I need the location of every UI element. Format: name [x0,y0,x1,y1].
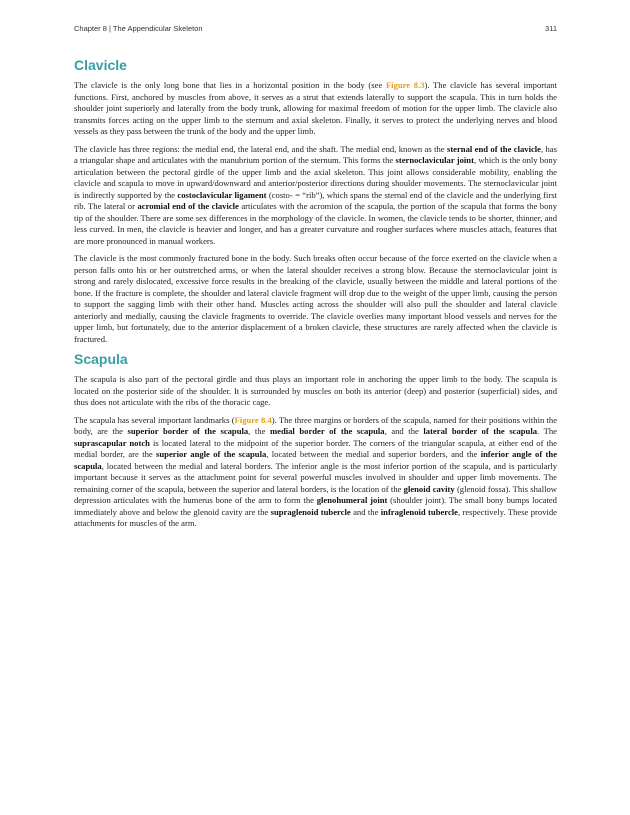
key-term: suprascapular notch [74,437,150,448]
text-run: articulates with the acromion of the scapula, the portion of the scapula that forms the bony tip of the shoulder. There are some sex differences in the morphology of the clavicle. In women, the clavicle tends to be shorter, thinner, and less curved. In men, the clavicle is heavier and longer, and has a greater curvature and rougher surfaces where muscles attach, features that are more pronounced in manual workers. [74,201,557,246]
paragraph [74,374,557,409]
text-run: ). The three margins or borders of the scapula, named for their positions within the body, are the [74,414,558,436]
key-term: glenoid cavity [403,483,455,494]
text-run: ). The clavicle has several important functions. First, anchored by muscles from above, it serves as a strut that extends laterally to support the scapula. This in turn holds the shoulder joint superiorly and laterally from the body trunk, allowing for maximal freedom of motion for the upper limb. The clavicle also transmits forces acting on the upper limb to the sternum and axial skeleton. Finally, it serves to protect the underlying nerves and blood vessels as they pass between the trunk of the body and the upper limb. [74,80,557,136]
text-run: , has a triangular shape and articulates with the manubrium portion of the sternum. This forms the [74,143,557,165]
text-run: , located between the medial and superior borders, and the [266,449,481,459]
paragraph [74,144,557,248]
paragraph [74,253,557,345]
text-run: The scapula has several important landmarks ( [74,414,235,425]
text-run: The clavicle is the only long bone that lies in a horizontal position in the body (see [74,80,386,90]
text-run: , located between the medial and lateral borders. The inferior angle is the most inferior portion of the scapula, and is particularly important because it serves as the attachment point for several powerful muscles involved in shoulder and upper limb movements. The remaining corner of the scapula, between the superior and lateral borders, is the location of the [74,460,557,494]
text-run: The clavicle has three regions: the medial end, the lateral end, and the shaft. The medial end, known as the [74,143,447,154]
text-run: , which is the only bony articulation between the pectoral girdle of the upper limb and the axial skeleton. This joint allows considerable mobility, enabling the clavicle and scapula to move in upward/downward and anterior/posterior directions during shoulder movements. The sternoclavicular joint is indirectly supported by the [74,155,557,200]
key-term: sternoclavicular joint [395,155,474,165]
text-run: The scapula is also part of the pectoral girdle and thus plays an important role in anchoring the upper limb to the body. The scapula is located on the posterior side of the shoulder. It is surrounded by muscles on both its anterior (deep) and posterior (superficial) sides, and thus does not articulate with the ribs of the thoracic cage. [74,374,557,407]
text-run: (shoulder joint). The small bony bumps located immediately above and below the glenoid cavity are the [74,495,557,517]
key-term: infraglenoid tubercle [380,506,458,517]
page-number: 311 [545,24,557,33]
paragraph [74,80,557,138]
main-content [74,57,557,536]
chapter-title: Chapter 8 | The Appendicular Skeleton [74,24,203,33]
paragraph [74,415,557,530]
key-term: glenohumeral joint [316,495,388,505]
text-run: . The [537,426,557,436]
key-term: sternal end of the clavicle [446,143,541,154]
text-run: , respectively. These provide attachments for muscles of the arm. [74,506,557,528]
key-term: acromial end of the clavicle [137,201,239,211]
text-run: (glenoid fossa). This shallow depression articulates with the humerus bone of the arm to form the [74,483,557,505]
figure-link[interactable]: Figure 8.3 [385,80,425,90]
figure-link[interactable]: Figure 8.4 [234,414,272,425]
section-heading-scapula: Scapula [74,351,128,367]
running-header [74,24,557,33]
text-run: The clavicle is the most commonly fractured bone in the body. Such breaks often occur because of the force exerted on the clavicle when a person falls onto his or her outstretched arms, or when the lateral shoulder receives a strong blow. Because the sternoclavicular joint is strong and rarely dislocated, excessive force results in the breaking of the clavicle, usually between the middle and lateral portions of the bone. If the fracture is complete, the shoulder and lateral clavicle fragment will drop due to the weight of the upper limb, causing the person to support the sagging limb with their other hand. Muscles acting across the shoulder will also pull the shoulder and lateral clavicle anteriorly and medially, causing the clavicle fragments to override. The clavicle overlies many important blood vessels and nerves for the upper limb, but fortunately, due to the anterior displacement of a broken clavicle, these structures are rarely affected when the clavicle is fractured. [74,253,557,344]
key-term: superior angle of the scapula [156,449,267,459]
key-term: medial border of the scapula [269,426,385,436]
text-run: and the [350,506,381,517]
text-run: (costo- = “rib”), which spans the sternal end of the clavicle and the underlying first rib. The lateral or [74,189,557,211]
key-term: inferior angle of the scapula [74,449,558,471]
key-term: superior border of the scapula [127,426,249,436]
key-term: supraglenoid tubercle [270,506,351,517]
key-term: lateral border of the scapula [423,426,538,436]
section-heading-clavicle: Clavicle [74,57,127,73]
text-run: , and the [384,426,424,436]
key-term: costoclavicular ligament [177,189,267,200]
text-run: is located lateral to the midpoint of the superior border. The corners of the triangular scapula, at either end of the medial border, are the [74,437,557,459]
text-run: , the [248,426,270,436]
